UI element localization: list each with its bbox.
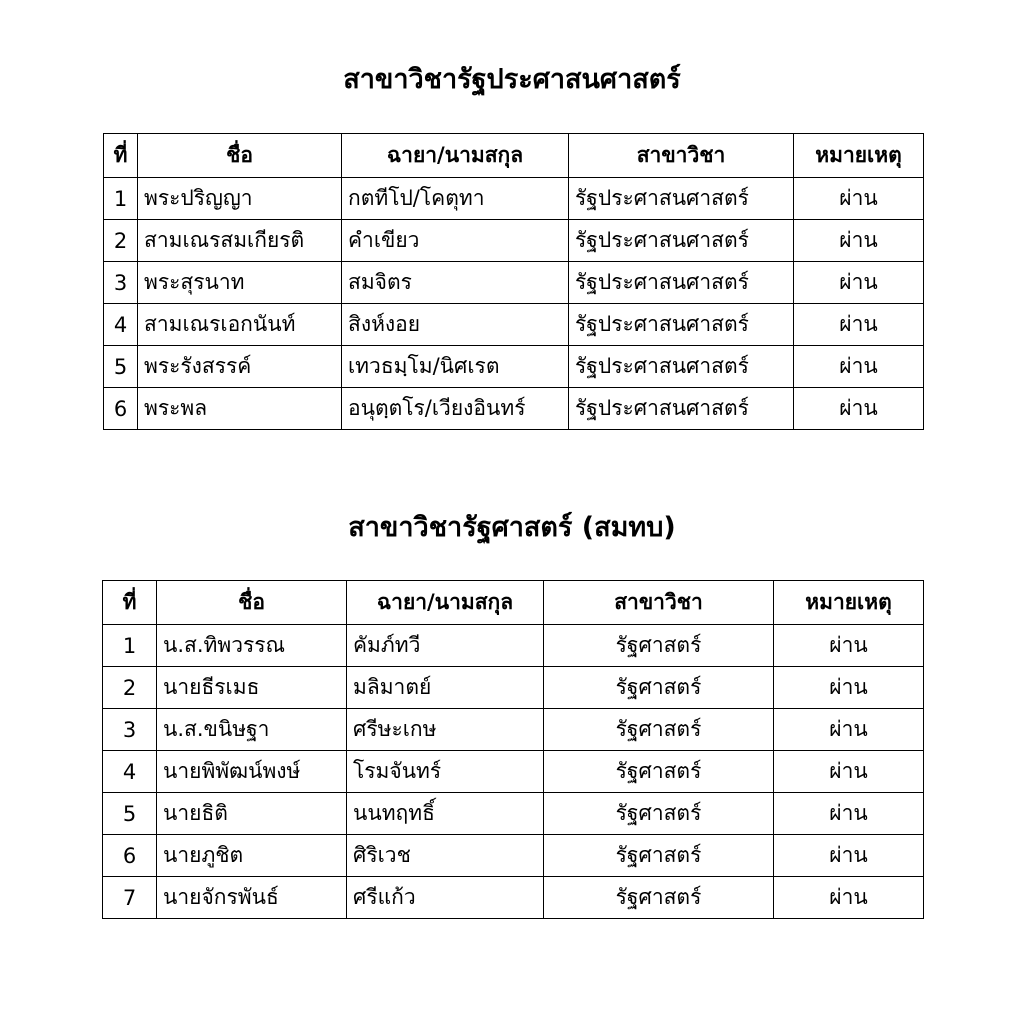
- row-name: พระพล: [138, 388, 342, 430]
- row-number: 1: [103, 625, 157, 667]
- header-name: ชื่อ: [138, 134, 342, 178]
- row-name: พระรังสรรค์: [138, 346, 342, 388]
- row-number: 3: [104, 262, 138, 304]
- row-surname: นนทฤทธิ์: [347, 793, 544, 835]
- row-remark: ผ่าน: [794, 346, 924, 388]
- row-remark: ผ่าน: [774, 877, 924, 919]
- political-science-table: [102, 580, 924, 919]
- header-name: ชื่อ: [157, 581, 347, 625]
- row-surname: เทวธมฺโม/นิศเรต: [342, 346, 569, 388]
- row-major: รัฐศาสตร์: [544, 709, 774, 751]
- header-number: ที่: [103, 581, 157, 625]
- table-header-row: [104, 134, 924, 178]
- table-row: [103, 667, 924, 709]
- row-major: รัฐศาสตร์: [544, 877, 774, 919]
- header-surname: ฉายา/นามสกุล: [347, 581, 544, 625]
- row-name: น.ส.ทิพวรรณ: [157, 625, 347, 667]
- row-surname: โรมจันทร์: [347, 751, 544, 793]
- row-remark: ผ่าน: [774, 793, 924, 835]
- row-major: รัฐประศาสนศาสตร์: [569, 388, 794, 430]
- row-surname: อนุตฺตโร/เวียงอินทร์: [342, 388, 569, 430]
- table-row: [104, 304, 924, 346]
- row-major: รัฐประศาสนศาสตร์: [569, 346, 794, 388]
- row-number: 6: [103, 835, 157, 877]
- row-name: นายภูชิต: [157, 835, 347, 877]
- row-surname: ศรีแก้ว: [347, 877, 544, 919]
- row-remark: ผ่าน: [774, 667, 924, 709]
- row-major: รัฐประศาสนศาสตร์: [569, 220, 794, 262]
- table-row: [103, 625, 924, 667]
- row-major: รัฐประศาสนศาสตร์: [569, 178, 794, 220]
- header-remark: หมายเหตุ: [794, 134, 924, 178]
- row-name: นายพิพัฒน์พงษ์: [157, 751, 347, 793]
- row-number: 3: [103, 709, 157, 751]
- row-surname: ศรีษะเกษ: [347, 709, 544, 751]
- row-number: 7: [103, 877, 157, 919]
- table-row: [103, 835, 924, 877]
- row-number: 2: [104, 220, 138, 262]
- row-surname: คำเขียว: [342, 220, 569, 262]
- row-remark: ผ่าน: [774, 751, 924, 793]
- row-remark: ผ่าน: [794, 388, 924, 430]
- table-row: [103, 709, 924, 751]
- row-major: รัฐประศาสนศาสตร์: [569, 304, 794, 346]
- header-number: ที่: [104, 134, 138, 178]
- header-surname: ฉายา/นามสกุล: [342, 134, 569, 178]
- table-row: [104, 220, 924, 262]
- header-remark: หมายเหตุ: [774, 581, 924, 625]
- row-remark: ผ่าน: [774, 835, 924, 877]
- row-name: พระสุรนาท: [138, 262, 342, 304]
- row-remark: ผ่าน: [794, 262, 924, 304]
- header-major: สาขาวิชา: [544, 581, 774, 625]
- row-name: พระปริญญา: [138, 178, 342, 220]
- row-major: รัฐศาสตร์: [544, 835, 774, 877]
- row-name: สามเณรสมเกียรติ: [138, 220, 342, 262]
- row-name: น.ส.ขนิษฐา: [157, 709, 347, 751]
- section-title-public-administration: สาขาวิชารัฐประศาสนศาสตร์: [343, 64, 681, 95]
- row-surname: กตทีโป/โคตุทา: [342, 178, 569, 220]
- row-major: รัฐศาสตร์: [544, 625, 774, 667]
- row-remark: ผ่าน: [794, 304, 924, 346]
- table-row: [103, 751, 924, 793]
- row-major: รัฐศาสตร์: [544, 751, 774, 793]
- row-number: 6: [104, 388, 138, 430]
- row-major: รัฐศาสตร์: [544, 667, 774, 709]
- table-row: [104, 346, 924, 388]
- row-number: 5: [104, 346, 138, 388]
- row-number: 4: [103, 751, 157, 793]
- table-row: [103, 793, 924, 835]
- row-number: 2: [103, 667, 157, 709]
- row-name: นายจักรพันธ์: [157, 877, 347, 919]
- row-number: 1: [104, 178, 138, 220]
- row-number: 4: [104, 304, 138, 346]
- row-surname: มลิมาตย์: [347, 667, 544, 709]
- row-major: รัฐประศาสนศาสตร์: [569, 262, 794, 304]
- row-surname: สิงห์งอย: [342, 304, 569, 346]
- row-name: สามเณรเอกนันท์: [138, 304, 342, 346]
- row-surname: ศิริเวช: [347, 835, 544, 877]
- header-major: สาขาวิชา: [569, 134, 794, 178]
- section-title-political-science: สาขาวิชารัฐศาสตร์ (สมทบ): [348, 512, 676, 543]
- public-administration-table: [103, 133, 924, 430]
- row-name: นายธีรเมธ: [157, 667, 347, 709]
- table-row: [103, 877, 924, 919]
- row-remark: ผ่าน: [774, 625, 924, 667]
- row-surname: สมจิตร: [342, 262, 569, 304]
- row-surname: คัมภ์ทวี: [347, 625, 544, 667]
- row-number: 5: [103, 793, 157, 835]
- table-row: [104, 388, 924, 430]
- row-remark: ผ่าน: [794, 178, 924, 220]
- table-header-row: [103, 581, 924, 625]
- row-remark: ผ่าน: [774, 709, 924, 751]
- row-major: รัฐศาสตร์: [544, 793, 774, 835]
- row-name: นายธิติ: [157, 793, 347, 835]
- table-row: [104, 262, 924, 304]
- row-remark: ผ่าน: [794, 220, 924, 262]
- table-row: [104, 178, 924, 220]
